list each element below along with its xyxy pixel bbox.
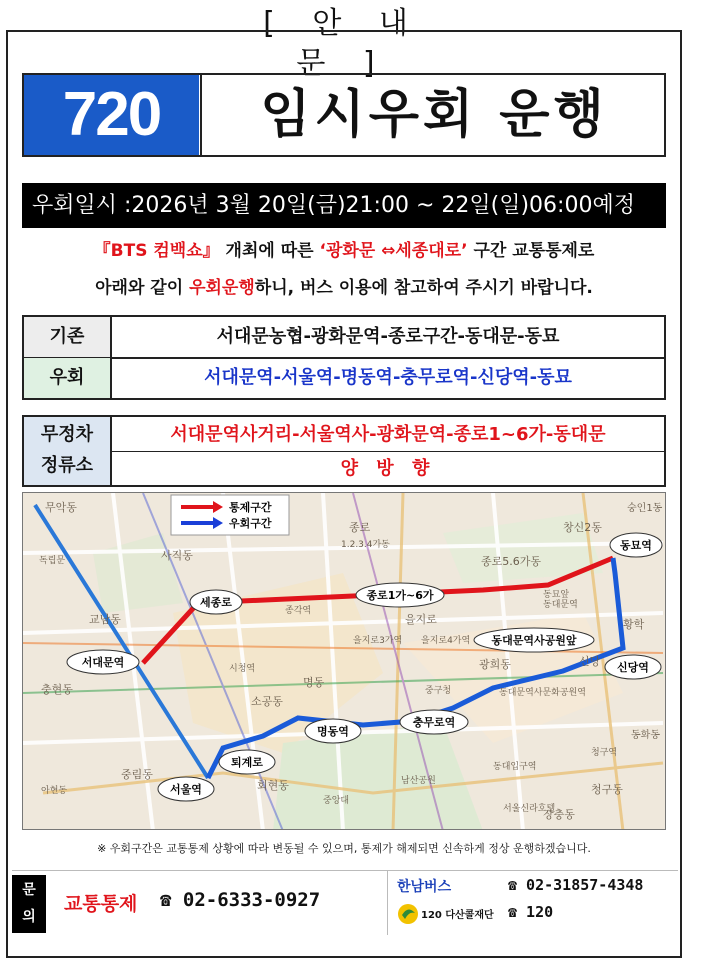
station-label-dongmyo: 동묘역 [620,539,652,552]
place-label: 동묘앞 [543,590,570,600]
contact-label: 문 의 [12,875,46,933]
route-compare-table [22,315,666,400]
control-section-name: ‘광화문 ⇔세종대로’ [319,241,468,261]
map-canvas [23,493,666,830]
place-label: 중앙대 [323,796,350,806]
contact-divider [387,871,388,935]
place-label: 서울신라호텔 [503,804,556,814]
place-label: 청구동 [591,783,623,796]
place-label: 교남동 [89,613,121,626]
place-label: 동대문역 [543,600,578,610]
legend-control-text: 통제구간 [229,501,272,514]
place-label: 동화동 [631,730,660,741]
existing-route-row [24,317,664,359]
bus-company-name: 한남버스 [397,879,452,895]
footnote: ※ 우회구간은 교통통제 상황에 따라 변동될 수 있으며, 통제가 해제되면 신속하게 정상 운행하겠습니다. [97,842,591,855]
description-line-1 [22,236,666,261]
detour-route-row [24,358,664,398]
place-label: 창신2동 [563,521,602,534]
place-label: 을지로 [405,613,437,626]
contact-section [12,870,678,935]
dasan-phone: ☎ 120 [508,903,554,921]
place-label: 동대입구역 [493,762,537,772]
place-label: 소공동 [251,695,283,708]
description-text: 아래와 같이 [95,278,190,298]
dasan-label: 120 다산콜재단 [421,910,494,921]
notice-title: [ 안 내 문 ] [235,4,450,44]
place-label: 1.2.3.4가동 [341,540,390,550]
nonstop-stops: 서대문역사거리-서울역사-광화문역-종로1~6가-동대문 [112,417,664,452]
place-label: 숭인1동 [627,503,663,514]
place-label: 중림동 [121,768,153,781]
dasan-call-logo [397,901,494,927]
description-text: 구간 교통통제로 [467,241,595,261]
place-label: 사직동 [161,549,193,562]
place-label: 광희동 [479,658,511,671]
nonstop-table [22,415,666,487]
legend-detour-text: 우회구간 [229,517,272,530]
place-label: 동대문역사문화공원역 [499,688,586,698]
station-label-sindang: 신당역 [617,661,649,674]
detour-keyword: 우회운행 [189,278,255,298]
station-label-chungmuro: 충무로역 [412,716,456,729]
place-label: 무악동 [45,501,77,514]
station-label-myeongdong: 명동역 [317,725,349,738]
description-text: 하니, 버스 이용에 참고하여 주시기 바랍니다. [254,278,593,298]
place-label: 회현동 [257,779,289,792]
place-label: 남산공원 [401,776,436,786]
existing-route-label: 기존 [24,317,112,357]
station-label-jongno: 종로1가~6가 [366,589,434,602]
place-label: 독립문 [39,556,66,566]
station-label-sejongno: 세종로 [200,596,232,609]
station-label-seodaemun: 서대문역 [81,656,125,669]
place-label: 충현동 [41,683,73,696]
traffic-control-phone: ☎ 02-6333-0927 [160,889,321,911]
place-label: 중구청 [425,686,452,696]
place-label: 을지로3가역 [353,636,403,646]
event-name: 『BTS 컴백쇼』 [93,241,220,261]
place-label: 시청역 [229,664,256,674]
notice-main-title: 임시우회 운행 [200,75,666,155]
place-label: 황학 [623,618,645,631]
route-number: 720 [24,75,199,155]
place-label: 신당 [579,655,601,668]
station-label-toegyero: 퇴계로 [231,756,263,769]
bus-company-phone: ☎ 02-31857-4348 [508,876,644,894]
place-label: 청구역 [591,748,618,758]
place-label: 장충동 [543,808,575,821]
nonstop-label: 무정차 정류소 [24,417,112,485]
station-label-dongdaemun-park: 동대문역사공원앞 [491,634,577,647]
place-label: 을지로4가역 [421,636,471,646]
place-label: 종각역 [285,606,312,616]
description-line-2 [22,273,666,298]
place-label: 아현동 [41,786,68,796]
detour-map [22,492,666,830]
place-label: 종로5.6가동 [481,555,541,568]
place-label: 종로 [349,521,371,534]
nonstop-direction: 양 방 향 [340,458,436,479]
station-label-seoul-station: 서울역 [170,783,202,796]
description-text: 개최에 따른 [219,241,320,261]
traffic-control-label: 교통통제 [64,893,138,915]
detour-period: 우회일시 :2026년 3월 20일(금)21:00 ~ 22일(일)06:00예정 [22,183,666,228]
detour-route-label: 우회 [24,358,112,398]
place-label: 명동 [303,676,325,689]
detour-route-value: 서대문역-서울역-명동역-충무로역-신당역-동묘 [204,367,572,388]
title-box [22,73,666,157]
existing-route-value: 서대문농협-광화문역-종로구간-동대문-동묘 [216,326,560,347]
